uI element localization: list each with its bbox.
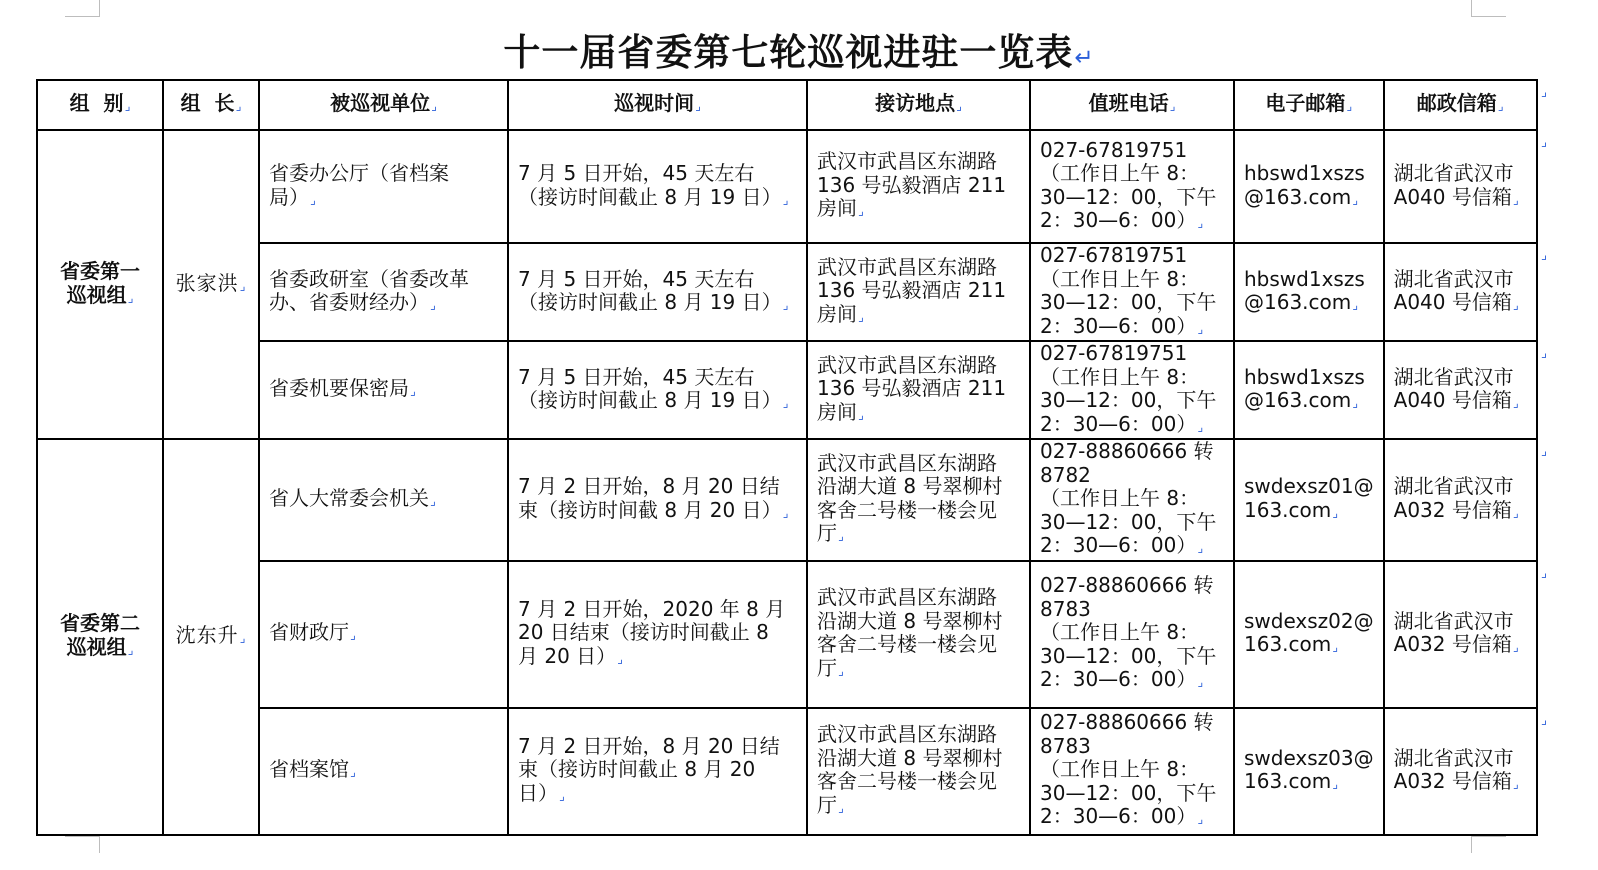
cell-end-mark-icon: ⌟	[350, 627, 356, 643]
cell-text-line: 7 月 5 日开始，45 天左右	[518, 161, 755, 185]
cell-text-line: 8782	[1040, 462, 1091, 487]
cell-text-line: 30—12：00，下午	[1040, 643, 1217, 668]
cell-text-line: A032 号信箱⌟	[1393, 497, 1519, 522]
cell-text-line: 20 日结束（接访时间截止 8	[518, 620, 769, 645]
column-header-label: 巡视时间	[614, 91, 695, 116]
cell-text-line: 沿湖大道 8 号翠柳村	[817, 474, 1003, 499]
row-end-mark-icon: ⌟	[1541, 135, 1548, 150]
mailbox-cell[interactable]	[1384, 130, 1537, 243]
email-cell[interactable]	[1234, 341, 1384, 439]
cell-text-line: 2：30—6：00）⌟	[1040, 804, 1204, 829]
cell-end-mark-icon: ⌟	[1332, 639, 1339, 654]
cell-text-line: 8783	[1040, 596, 1091, 621]
cell-text-line: 客舍二号楼一楼会见	[817, 769, 997, 793]
cell-text-line: 7 月 5 日开始，45 天左右	[518, 364, 755, 389]
column-header[interactable]	[1030, 80, 1234, 130]
cell-text-line: 客舍二号楼一楼会见	[817, 632, 997, 656]
cell-text-line: 027-88860666 转	[1040, 439, 1214, 463]
cell-text-line: 办、省委财经办）⌟	[269, 290, 436, 314]
column-header-label: 值班电话	[1088, 91, 1169, 116]
cell-end-mark-icon: ⌟	[1352, 297, 1359, 312]
cell-text-line: hbswd1xszs	[1244, 364, 1365, 389]
email-cell[interactable]	[1234, 561, 1384, 708]
paragraph-mark-icon: ↵	[1074, 45, 1095, 71]
phone-cell[interactable]	[1030, 561, 1234, 708]
cell-end-mark-icon: ⌟	[782, 504, 789, 520]
location-cell[interactable]	[807, 130, 1030, 243]
cell-text-line: 136 号弘毅酒店 211	[817, 376, 1007, 401]
cell-text-line: （工作日上午 8：	[1040, 266, 1200, 291]
cell-end-mark-icon: ⌟	[1197, 811, 1204, 827]
cell-text-line: 7 月 2 日开始，2020 年 8 月	[518, 596, 786, 621]
table-header-row	[37, 80, 1537, 130]
cell-text-line: 巡视组⌟	[66, 634, 134, 659]
cell-end-mark-icon: ⌟	[1512, 639, 1519, 654]
cell-text-line: 2：30—6：00）⌟	[1040, 667, 1204, 692]
cell-text-line: （工作日上午 8：	[1040, 364, 1200, 389]
phone-cell[interactable]	[1030, 708, 1234, 835]
cell-text-line: hbswd1xszs	[1244, 266, 1365, 291]
cell-end-mark-icon: ⌟	[1352, 191, 1359, 207]
location-cell[interactable]	[807, 708, 1030, 835]
unit-cell[interactable]	[259, 341, 508, 439]
cell-text-line: @163.com⌟	[1244, 184, 1359, 209]
column-header[interactable]	[807, 80, 1030, 130]
phone-cell[interactable]	[1030, 341, 1234, 439]
cell-end-mark-icon: ⌟	[239, 630, 247, 645]
mailbox-cell[interactable]	[1384, 561, 1537, 708]
column-header[interactable]	[1384, 80, 1537, 130]
cell-text-line: 30—12：00，下午	[1040, 184, 1217, 209]
cell-text-line: swdexsz02@	[1244, 608, 1374, 633]
cell-end-mark-icon: ⌟	[858, 203, 864, 219]
table-row	[37, 708, 1537, 835]
column-header[interactable]	[37, 80, 163, 130]
cell-end-mark-icon: ⌟	[1512, 297, 1519, 312]
cell-text-line: 房间⌟	[817, 301, 864, 326]
unit-cell[interactable]	[259, 561, 508, 708]
column-header-label: 组 长	[180, 91, 235, 116]
cell-text-line: 30—12：00，下午	[1040, 290, 1217, 314]
cell-end-mark-icon: ⌟	[858, 406, 864, 422]
cell-text-line: 7 月 2 日开始，8 月 20 日结	[518, 474, 780, 499]
cell-end-mark-icon: ⌟	[1197, 540, 1204, 555]
cell-end-mark-icon: ⌟	[617, 650, 623, 666]
cell-text-line: 163.com⌟	[1244, 497, 1339, 522]
page-corner-mark	[65, 0, 100, 17]
cell-text-line: 湖北省武汉市	[1393, 608, 1514, 633]
cell-end-mark-icon: ⌟	[838, 528, 844, 544]
cell-end-mark-icon: ⌟	[127, 641, 134, 657]
cell-end-mark-icon: ⌟	[239, 277, 247, 293]
time-cell[interactable]	[508, 439, 807, 561]
cell-text-line: 厅⌟	[817, 655, 844, 680]
cell-text-line: A040 号信箱⌟	[1393, 290, 1519, 314]
cell-end-mark-icon: ⌟	[858, 308, 864, 324]
cell-end-mark-icon: ⌟	[1197, 674, 1204, 690]
cell-text-line: 027-88860666 转	[1040, 710, 1214, 735]
group-leader-cell[interactable]	[163, 130, 259, 439]
time-cell[interactable]	[508, 243, 807, 341]
cell-end-mark-icon: ⌟	[1352, 395, 1359, 410]
cell-end-mark-icon: ⌟	[410, 383, 416, 399]
unit-cell[interactable]	[259, 708, 508, 835]
document-title[interactable]: 十一届省委第七轮巡视进驻一览表↵	[503, 31, 1095, 74]
cell-text-line: （接访时间截止 8 月 19 日）⌟	[518, 184, 789, 209]
cell-text-line: 厅⌟	[817, 521, 844, 546]
cell-text-line: 湖北省武汉市	[1393, 474, 1514, 499]
location-cell[interactable]	[807, 341, 1030, 439]
cell-text-line: 房间⌟	[817, 196, 864, 221]
row-end-mark-icon: ⌟	[1541, 248, 1548, 263]
cell-end-mark-icon: ⌟	[310, 191, 316, 207]
cell-text-line: 武汉市武昌区东湖路	[817, 722, 997, 746]
cell-text-line: 027-67819751	[1040, 341, 1188, 365]
cell-text-line: 厅⌟	[817, 792, 844, 817]
row-end-mark-icon: ⌟	[1541, 566, 1548, 581]
cell-text-line: A040 号信箱⌟	[1393, 388, 1519, 412]
cell-text-line: 7 月 5 日开始，45 天左右	[518, 266, 755, 291]
cell-text-line: 省委办公厅（省档案	[269, 161, 449, 185]
table-row	[37, 561, 1537, 708]
email-cell[interactable]	[1234, 243, 1384, 341]
cell-text-line: 省委政研室（省委改革	[269, 266, 469, 291]
cell-text-line: （接访时间截止 8 月 19 日）⌟	[518, 290, 789, 314]
column-header-label: 电子邮箱	[1265, 91, 1346, 116]
email-cell[interactable]	[1234, 130, 1384, 243]
table-row	[37, 439, 1537, 561]
cell-end-mark-icon: ⌟	[838, 799, 844, 815]
cell-text-line: （工作日上午 8：	[1040, 757, 1200, 782]
cell-text-line: 湖北省武汉市	[1393, 745, 1514, 770]
cell-text-line: 沿湖大道 8 号翠柳村	[817, 608, 1003, 633]
cell-end-mark-icon: ⌟	[1197, 320, 1204, 336]
time-cell[interactable]	[508, 130, 807, 243]
cell-end-mark-icon: ⌟	[1346, 98, 1353, 114]
leader-name: 沈东升	[175, 623, 239, 647]
cell-end-mark-icon: ⌟	[1512, 504, 1519, 520]
page-corner-mark	[1471, 836, 1506, 853]
cell-end-mark-icon: ⌟	[430, 493, 436, 508]
inspection-table	[36, 79, 1538, 836]
location-cell[interactable]	[807, 561, 1030, 708]
cell-text-line: 省人大常委会机关⌟	[269, 486, 436, 510]
cell-text-line: 束（接访时间截止 8 月 20	[518, 757, 756, 782]
cell-text-line: 湖北省武汉市	[1393, 161, 1514, 185]
page-corner-mark	[65, 836, 100, 853]
cell-end-mark-icon: ⌟	[124, 98, 131, 114]
cell-text-line: swdexsz03@	[1244, 745, 1374, 770]
email-cell[interactable]	[1234, 708, 1384, 835]
cell-text-line: @163.com⌟	[1244, 290, 1359, 314]
cell-text-line: 027-88860666 转	[1040, 573, 1214, 598]
cell-end-mark-icon: ⌟	[1512, 395, 1519, 410]
cell-text-line: 巡视组⌟	[66, 282, 134, 307]
cell-end-mark-icon: ⌟	[235, 98, 242, 114]
cell-text-line: 7 月 2 日开始，8 月 20 日结	[518, 733, 780, 758]
cell-text-line: （工作日上午 8：	[1040, 486, 1200, 510]
cell-text-line: 武汉市武昌区东湖路	[817, 254, 997, 279]
group-name-cell[interactable]	[37, 439, 163, 835]
cell-end-mark-icon: ⌟	[350, 764, 356, 780]
cell-end-mark-icon: ⌟	[1512, 191, 1519, 207]
cell-text-line: @163.com⌟	[1244, 388, 1359, 412]
cell-text-line: 湖北省武汉市	[1393, 364, 1514, 389]
cell-end-mark-icon: ⌟	[1512, 776, 1519, 791]
cell-end-mark-icon: ⌟	[695, 98, 701, 114]
cell-text-line: swdexsz01@	[1244, 474, 1374, 499]
cell-text-line: 30—12：00，下午	[1040, 388, 1217, 412]
cell-text-line: 30—12：00，下午	[1040, 509, 1217, 534]
cell-text-line: 2：30—6：00）⌟	[1040, 313, 1204, 338]
cell-text-line: 武汉市武昌区东湖路	[817, 585, 997, 609]
phone-cell[interactable]	[1030, 243, 1234, 341]
cell-end-mark-icon: ⌟	[956, 98, 962, 114]
cell-text-line: 136 号弘毅酒店 211	[817, 278, 1007, 303]
cell-text-line: 束（接访时间截 8 月 20 日）⌟	[518, 497, 789, 522]
cell-end-mark-icon: ⌟	[1197, 215, 1204, 230]
cell-text-line: 027-67819751	[1040, 243, 1188, 267]
cell-text-line: A032 号信箱⌟	[1393, 769, 1519, 793]
cell-text-line: （工作日上午 8：	[1040, 620, 1200, 645]
cell-end-mark-icon: ⌟	[430, 297, 436, 312]
cell-text-line: 省档案馆⌟	[269, 757, 356, 782]
cell-end-mark-icon: ⌟	[1332, 776, 1339, 791]
phone-cell[interactable]	[1030, 130, 1234, 243]
cell-text-line: 136 号弘毅酒店 211	[817, 172, 1007, 197]
table-row	[37, 341, 1537, 439]
mailbox-cell[interactable]	[1384, 439, 1537, 561]
group-name-cell[interactable]	[37, 130, 163, 439]
phone-cell[interactable]	[1030, 439, 1234, 561]
cell-text-line: 省委机要保密局⌟	[269, 376, 416, 401]
unit-cell[interactable]	[259, 130, 508, 243]
mailbox-cell[interactable]	[1384, 341, 1537, 439]
cell-text-line: 沿湖大道 8 号翠柳村	[817, 745, 1003, 770]
cell-text-line: 2：30—6：00）⌟	[1040, 208, 1204, 232]
cell-text-line: （接访时间截止 8 月 19 日）⌟	[518, 388, 789, 412]
column-header-label: 接访地点	[875, 91, 956, 116]
cell-text-line: 武汉市武昌区东湖路	[817, 450, 997, 475]
unit-cell[interactable]	[259, 439, 508, 561]
group-leader-cell[interactable]	[163, 439, 259, 835]
cell-end-mark-icon: ⌟	[1332, 504, 1339, 520]
cell-text-line: 8783	[1040, 733, 1091, 758]
table-row	[37, 243, 1537, 341]
cell-end-mark-icon: ⌟	[559, 787, 565, 803]
time-cell[interactable]	[508, 708, 807, 835]
row-end-mark-icon: ⌟	[1541, 713, 1548, 728]
email-cell[interactable]	[1234, 439, 1384, 561]
cell-text-line: 027-67819751	[1040, 137, 1188, 162]
time-cell[interactable]	[508, 561, 807, 708]
time-cell[interactable]	[508, 341, 807, 439]
cell-end-mark-icon: ⌟	[838, 662, 844, 678]
table-row	[37, 130, 1537, 243]
cell-text-line: A040 号信箱⌟	[1393, 184, 1519, 209]
cell-text-line: 30—12：00，下午	[1040, 780, 1217, 805]
cell-text-line: 省委第二	[60, 611, 140, 636]
cell-text-line: 日）⌟	[518, 780, 565, 805]
cell-end-mark-icon: ⌟	[127, 289, 134, 305]
cell-text-line: 2：30—6：00）⌟	[1040, 411, 1204, 436]
cell-end-mark-icon: ⌟	[1197, 418, 1204, 434]
cell-text-line: （工作日上午 8：	[1040, 161, 1200, 185]
cell-end-mark-icon: ⌟	[782, 395, 789, 410]
mailbox-cell[interactable]	[1384, 708, 1537, 835]
cell-text-line: 房间⌟	[817, 399, 864, 424]
cell-text-line: 湖北省武汉市	[1393, 266, 1514, 291]
cell-text-line: 2：30—6：00）⌟	[1040, 533, 1204, 557]
cell-text-line: 月 20 日）⌟	[518, 643, 623, 668]
cell-text-line: 163.com⌟	[1244, 632, 1339, 656]
column-header[interactable]	[1234, 80, 1384, 130]
cell-end-mark-icon: ⌟	[782, 191, 789, 207]
column-header-label: 被巡视单位	[330, 91, 431, 116]
column-header-label: 邮政信箱	[1416, 91, 1497, 116]
cell-end-mark-icon: ⌟	[431, 98, 437, 114]
leader-name: 张家洪	[175, 270, 239, 295]
cell-end-mark-icon: ⌟	[1169, 98, 1176, 114]
cell-end-mark-icon: ⌟	[782, 297, 789, 312]
row-end-mark-icon: ⌟	[1541, 444, 1548, 459]
cell-text-line: 省财政厅⌟	[269, 620, 356, 645]
unit-cell[interactable]	[259, 243, 508, 341]
mailbox-cell[interactable]	[1384, 243, 1537, 341]
cell-end-mark-icon: ⌟	[1497, 98, 1504, 114]
cell-text-line: A032 号信箱⌟	[1393, 632, 1519, 656]
cell-text-line: 武汉市武昌区东湖路	[817, 352, 997, 377]
cell-text-line: hbswd1xszs	[1244, 161, 1365, 185]
location-cell[interactable]	[807, 439, 1030, 561]
cell-text-line: 客舍二号楼一楼会见	[817, 497, 997, 522]
column-header[interactable]	[259, 80, 508, 130]
column-header[interactable]	[163, 80, 259, 130]
row-end-mark-icon: ⌟	[1541, 85, 1548, 100]
column-header-label: 组 别	[69, 91, 124, 116]
cell-text-line: 武汉市武昌区东湖路	[817, 149, 997, 174]
page-corner-mark	[1471, 0, 1506, 17]
cell-text-line: 省委第一	[60, 259, 140, 283]
cell-text-line: 163.com⌟	[1244, 769, 1339, 793]
cell-text-line: 局）⌟	[269, 184, 316, 209]
column-header[interactable]	[508, 80, 807, 130]
row-end-mark-icon: ⌟	[1541, 346, 1548, 361]
location-cell[interactable]	[807, 243, 1030, 341]
